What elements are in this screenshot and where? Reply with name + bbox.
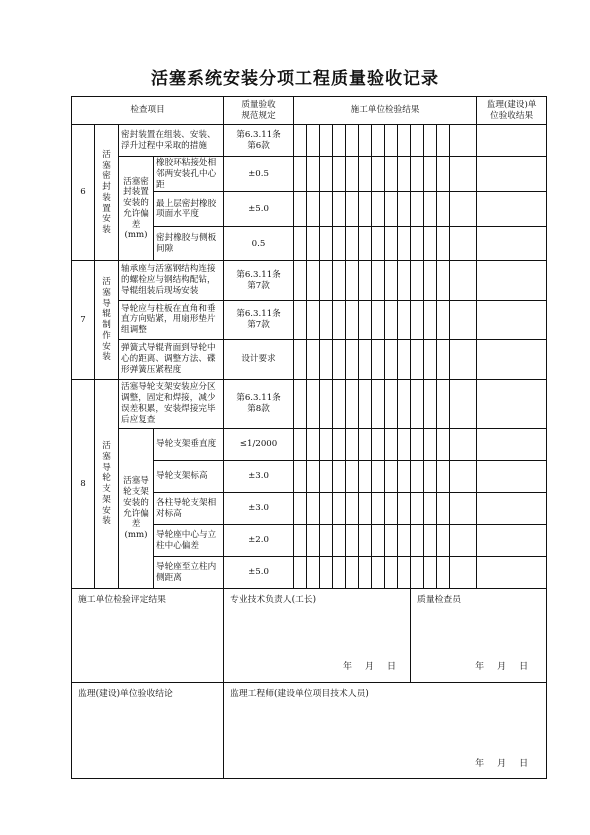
result-cell[interactable] (346, 339, 359, 379)
result-cell[interactable] (359, 227, 372, 261)
result-cell[interactable] (398, 300, 411, 339)
group-number: 8 (72, 379, 95, 589)
result-cell[interactable] (437, 125, 450, 157)
result-cell[interactable] (294, 157, 307, 192)
result-cell[interactable] (294, 428, 307, 460)
result-cell[interactable] (450, 525, 477, 557)
header-row (72, 97, 547, 125)
table-row (72, 300, 547, 339)
item-text: 弹簧式导辊背面到导轮中心的距离、调整方法、碟形弹簧压紧程度 (119, 339, 224, 379)
table-row (72, 261, 547, 300)
supervise-cell[interactable] (477, 557, 547, 589)
tech-lead-date: 年 月 日 (343, 662, 399, 673)
result-cell[interactable] (359, 125, 372, 157)
supervise-engineer-cell[interactable] (224, 682, 547, 778)
result-cell[interactable] (320, 557, 333, 589)
result-cell[interactable] (385, 125, 398, 157)
qc-inspector-date: 年 月 日 (475, 662, 531, 673)
result-cell[interactable] (450, 339, 477, 379)
result-cell[interactable] (294, 192, 307, 227)
table-body (72, 97, 547, 779)
item-spec: ≤1/2000 (224, 428, 294, 460)
result-cell[interactable] (346, 557, 359, 589)
group-name: 活 塞 密 封 装 置 安 装 (95, 125, 119, 261)
result-cell[interactable] (346, 428, 359, 460)
result-cell[interactable] (333, 339, 346, 379)
result-cell[interactable] (307, 461, 320, 493)
result-cell[interactable] (346, 125, 359, 157)
result-cell[interactable] (307, 339, 320, 379)
result-cell[interactable] (411, 157, 424, 192)
result-cell[interactable] (372, 379, 385, 428)
tolerance-label: 活塞密 封装置 安装的 允许偏 差 (mm) (119, 157, 154, 261)
result-cell[interactable] (294, 300, 307, 339)
result-cell[interactable] (359, 261, 372, 300)
qc-inspector-cell[interactable] (411, 589, 547, 682)
result-cell[interactable] (320, 125, 333, 157)
result-cell[interactable] (398, 493, 411, 525)
supervise-cell[interactable] (477, 261, 547, 300)
result-cell[interactable] (294, 125, 307, 157)
item-text: 导轮应与柱板在直角和垂直方向贴紧，用扇形垫片组调整 (119, 300, 224, 339)
result-cell[interactable] (437, 261, 450, 300)
result-cell[interactable] (372, 157, 385, 192)
result-cell[interactable] (359, 525, 372, 557)
result-cell[interactable] (294, 557, 307, 589)
tolerance-label: 活塞导 轮支架 安装的 允许偏 差 (mm) (119, 428, 154, 588)
result-cell[interactable] (372, 125, 385, 157)
result-cell[interactable] (372, 261, 385, 300)
result-cell[interactable] (398, 192, 411, 227)
result-cell[interactable] (398, 227, 411, 261)
result-cell[interactable] (437, 227, 450, 261)
result-cell[interactable] (398, 261, 411, 300)
result-cell[interactable] (359, 557, 372, 589)
result-cell[interactable] (333, 125, 346, 157)
result-cell[interactable] (294, 525, 307, 557)
result-cell[interactable] (437, 493, 450, 525)
result-cell[interactable] (437, 192, 450, 227)
item-spec: 0.5 (224, 227, 294, 261)
result-cell[interactable] (333, 227, 346, 261)
item-spec: 设计要求 (224, 339, 294, 379)
result-cell[interactable] (372, 428, 385, 460)
footer-row-supervise (72, 682, 547, 778)
result-cell[interactable] (437, 428, 450, 460)
result-cell[interactable] (359, 300, 372, 339)
result-cell[interactable] (398, 125, 411, 157)
result-cell[interactable] (424, 300, 437, 339)
item-spec: 第6.3.11条 第7款 (224, 300, 294, 339)
item-text: 活塞导轮支架安装应分区调整，固定和焊接，减少误差积累，安装焊接完毕后应复查 (119, 379, 224, 428)
header-construct-result: 施工单位检验结果 (294, 97, 477, 125)
result-cell[interactable] (450, 227, 477, 261)
table-row (72, 157, 547, 192)
result-cell[interactable] (346, 300, 359, 339)
table-row (72, 339, 547, 379)
result-cell[interactable] (320, 227, 333, 261)
result-cell[interactable] (333, 261, 346, 300)
supervise-cell[interactable] (477, 525, 547, 557)
result-cell[interactable] (411, 227, 424, 261)
result-cell[interactable] (385, 428, 398, 460)
supervise-conclusion-cell[interactable] (72, 682, 224, 778)
result-cell[interactable] (320, 428, 333, 460)
result-cell[interactable] (320, 261, 333, 300)
result-cell[interactable] (333, 428, 346, 460)
result-cell[interactable] (359, 493, 372, 525)
header-supervise-result: 监理(建设)单 位验收结果 (477, 97, 547, 125)
supervise-cell[interactable] (477, 227, 547, 261)
result-cell[interactable] (450, 379, 477, 428)
result-cell[interactable] (307, 192, 320, 227)
result-cell[interactable] (346, 379, 359, 428)
result-cell[interactable] (385, 493, 398, 525)
result-cell[interactable] (437, 461, 450, 493)
group-name: 活 塞 导 轮 支 架 安 装 (95, 379, 119, 589)
header-check-item: 检查项目 (72, 97, 224, 125)
result-cell[interactable] (398, 525, 411, 557)
result-cell[interactable] (307, 157, 320, 192)
result-cell[interactable] (424, 525, 437, 557)
result-cell[interactable] (424, 125, 437, 157)
result-cell[interactable] (424, 379, 437, 428)
supervise-engineer-label: 监理工程师(建设单位项目技术人员) (230, 688, 369, 699)
result-cell[interactable] (385, 157, 398, 192)
result-cell[interactable] (411, 557, 424, 589)
construct-eval-label: 施工单位检验评定结果 (78, 595, 166, 606)
result-cell[interactable] (307, 493, 320, 525)
result-cell[interactable] (424, 227, 437, 261)
item-text: 密封装置在组装、安装、浮升过程中采取的措施 (119, 125, 224, 157)
table-row (72, 428, 547, 460)
result-cell[interactable] (424, 157, 437, 192)
item-spec: ±0.5 (224, 157, 294, 192)
result-cell[interactable] (320, 461, 333, 493)
result-cell[interactable] (385, 227, 398, 261)
item-text: 导轮座中心与立柱中心偏差 (154, 525, 224, 557)
table-row (72, 125, 547, 157)
result-cell[interactable] (372, 557, 385, 589)
result-cell[interactable] (307, 557, 320, 589)
item-text: 导轮支架垂直度 (154, 428, 224, 460)
supervise-cell[interactable] (477, 493, 547, 525)
result-cell[interactable] (450, 261, 477, 300)
item-spec: 第6.3.11条 第8款 (224, 379, 294, 428)
result-cell[interactable] (437, 157, 450, 192)
qc-inspector-label: 质量检查员 (417, 595, 462, 606)
result-cell[interactable] (450, 157, 477, 192)
result-cell[interactable] (385, 261, 398, 300)
result-cell[interactable] (294, 461, 307, 493)
result-cell[interactable] (372, 227, 385, 261)
supervise-cell[interactable] (477, 157, 547, 192)
table-row (72, 379, 547, 428)
tech-lead-cell[interactable] (224, 589, 411, 682)
result-cell[interactable] (450, 461, 477, 493)
result-cell[interactable] (372, 525, 385, 557)
result-cell[interactable] (411, 125, 424, 157)
result-cell[interactable] (333, 379, 346, 428)
result-cell[interactable] (359, 379, 372, 428)
result-cell[interactable] (372, 493, 385, 525)
result-cell[interactable] (333, 461, 346, 493)
tech-lead-label: 专业技术负责人(工长) (230, 595, 317, 606)
result-cell[interactable] (411, 379, 424, 428)
result-cell[interactable] (346, 525, 359, 557)
result-cell[interactable] (372, 192, 385, 227)
result-cell[interactable] (424, 261, 437, 300)
supervise-cell[interactable] (477, 339, 547, 379)
result-cell[interactable] (398, 379, 411, 428)
result-cell[interactable] (437, 339, 450, 379)
item-text: 各柱导轮支架相对标高 (154, 493, 224, 525)
result-cell[interactable] (398, 428, 411, 460)
group-number: 6 (72, 125, 95, 261)
item-spec: ±5.0 (224, 557, 294, 589)
item-text: 橡胶环粘接处相邻两安装孔中心距 (154, 157, 224, 192)
result-cell[interactable] (333, 557, 346, 589)
result-cell[interactable] (294, 339, 307, 379)
result-cell[interactable] (450, 300, 477, 339)
result-cell[interactable] (372, 461, 385, 493)
item-spec: ±3.0 (224, 493, 294, 525)
result-cell[interactable] (450, 493, 477, 525)
result-cell[interactable] (424, 557, 437, 589)
result-cell[interactable] (411, 261, 424, 300)
result-cell[interactable] (437, 557, 450, 589)
result-cell[interactable] (385, 525, 398, 557)
supervise-cell[interactable] (477, 125, 547, 157)
item-spec: 第6.3.11条 第6款 (224, 125, 294, 157)
result-cell[interactable] (424, 192, 437, 227)
result-cell[interactable] (398, 461, 411, 493)
result-cell[interactable] (294, 379, 307, 428)
result-cell[interactable] (359, 461, 372, 493)
result-cell[interactable] (398, 557, 411, 589)
page-title: 活塞系统安装分项工程质量验收记录 (151, 69, 439, 89)
result-cell[interactable] (411, 339, 424, 379)
result-cell[interactable] (385, 461, 398, 493)
result-cell[interactable] (398, 339, 411, 379)
result-cell[interactable] (333, 192, 346, 227)
result-cell[interactable] (359, 192, 372, 227)
result-cell[interactable] (346, 157, 359, 192)
supervise-cell[interactable] (477, 300, 547, 339)
item-spec: ±3.0 (224, 461, 294, 493)
result-cell[interactable] (411, 493, 424, 525)
result-cell[interactable] (411, 300, 424, 339)
result-cell[interactable] (320, 192, 333, 227)
result-cell[interactable] (307, 300, 320, 339)
result-cell[interactable] (294, 227, 307, 261)
supervise-conclusion-label: 监理(建设)单位验收结论 (78, 688, 173, 699)
result-cell[interactable] (346, 261, 359, 300)
item-spec: 第6.3.11条 第7款 (224, 261, 294, 300)
supervise-cell[interactable] (477, 461, 547, 493)
result-cell[interactable] (450, 192, 477, 227)
result-cell[interactable] (320, 379, 333, 428)
result-cell[interactable] (320, 157, 333, 192)
item-text: 密封橡胶与侧板间隙 (154, 227, 224, 261)
result-cell[interactable] (320, 493, 333, 525)
result-cell[interactable] (450, 428, 477, 460)
header-spec: 质量验收 规范规定 (224, 97, 294, 125)
result-cell[interactable] (333, 493, 346, 525)
result-cell[interactable] (307, 261, 320, 300)
result-cell[interactable] (294, 493, 307, 525)
result-cell[interactable] (437, 300, 450, 339)
result-cell[interactable] (320, 300, 333, 339)
result-cell[interactable] (333, 300, 346, 339)
result-cell[interactable] (346, 461, 359, 493)
result-cell[interactable] (346, 227, 359, 261)
supervise-date: 年 月 日 (475, 758, 531, 769)
group-name: 活 塞 导 辊 制 作 安 装 (95, 261, 119, 379)
result-cell[interactable] (411, 428, 424, 460)
result-cell[interactable] (411, 192, 424, 227)
result-cell[interactable] (437, 525, 450, 557)
result-cell[interactable] (398, 157, 411, 192)
result-cell[interactable] (307, 525, 320, 557)
result-cell[interactable] (320, 339, 333, 379)
result-cell[interactable] (359, 157, 372, 192)
construct-eval-cell[interactable] (72, 589, 224, 682)
item-spec: ±5.0 (224, 192, 294, 227)
item-text: 轴承座与活塞钢结构连接的螺栓应与钢结构配钻，导辊组装后现场安装 (119, 261, 224, 300)
item-text: 导轮支架标高 (154, 461, 224, 493)
result-cell[interactable] (385, 300, 398, 339)
footer-row-construct (72, 589, 547, 682)
supervise-cell[interactable] (477, 192, 547, 227)
result-cell[interactable] (346, 192, 359, 227)
result-cell[interactable] (359, 339, 372, 379)
result-cell[interactable] (385, 339, 398, 379)
result-cell[interactable] (450, 557, 477, 589)
result-cell[interactable] (320, 525, 333, 557)
result-cell[interactable] (385, 557, 398, 589)
inspection-table (71, 96, 547, 779)
result-cell[interactable] (424, 428, 437, 460)
result-cell[interactable] (372, 300, 385, 339)
result-cell[interactable] (385, 379, 398, 428)
group-number: 7 (72, 261, 95, 379)
result-cell[interactable] (424, 461, 437, 493)
item-text: 最上层密封橡胶项面水平度 (154, 192, 224, 227)
result-cell[interactable] (333, 525, 346, 557)
result-cell[interactable] (411, 461, 424, 493)
result-cell[interactable] (307, 379, 320, 428)
result-cell[interactable] (372, 339, 385, 379)
item-text: 导轮座至立柱内侧距离 (154, 557, 224, 589)
result-cell[interactable] (307, 428, 320, 460)
result-cell[interactable] (450, 125, 477, 157)
supervise-cell[interactable] (477, 428, 547, 460)
item-spec: ±2.0 (224, 525, 294, 557)
result-cell[interactable] (333, 157, 346, 192)
result-cell[interactable] (424, 493, 437, 525)
result-cell[interactable] (307, 227, 320, 261)
result-cell[interactable] (346, 493, 359, 525)
result-cell[interactable] (385, 192, 398, 227)
result-cell[interactable] (359, 428, 372, 460)
result-cell[interactable] (424, 339, 437, 379)
supervise-cell[interactable] (477, 379, 547, 428)
result-cell[interactable] (294, 261, 307, 300)
result-cell[interactable] (307, 125, 320, 157)
result-cell[interactable] (411, 525, 424, 557)
result-cell[interactable] (437, 379, 450, 428)
